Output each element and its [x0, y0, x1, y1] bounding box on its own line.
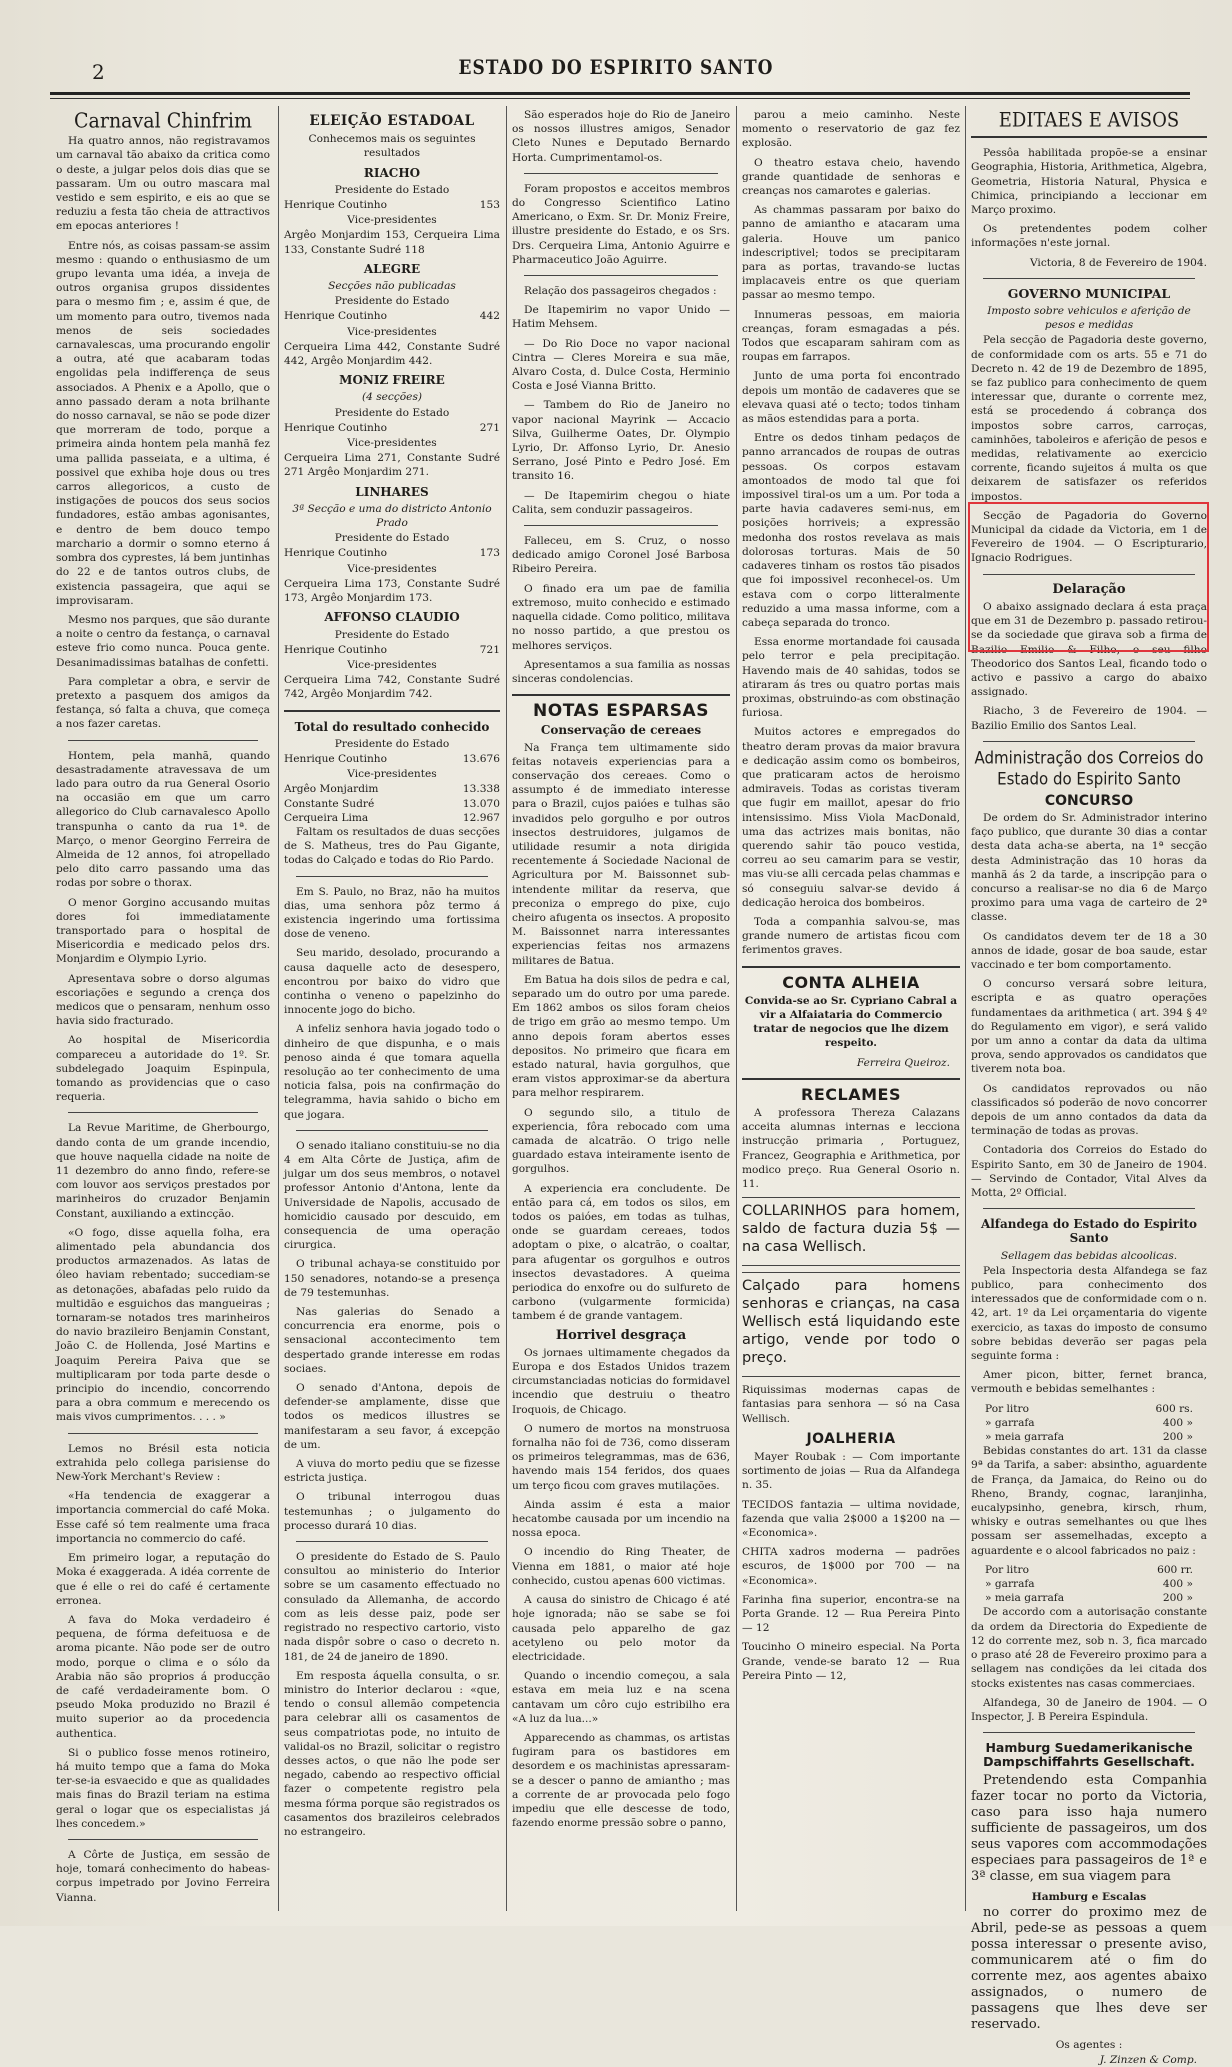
label: Presidente do Estado [334, 628, 450, 641]
column-5 [971, 108, 1207, 2066]
article-title-conservacao: Conservação de cereaes [540, 723, 702, 738]
paragraph: Relação dos passageiros chegados : [524, 285, 717, 298]
paragraph: Ainda assim é esta a maior hecatombe causada por um incendio na nossa epoca. [512, 1498, 730, 1540]
candidate-name: Argêo Monjardim [284, 783, 379, 796]
candidate-name: Henrique Coutinho [284, 199, 387, 212]
paragraph: O concurso versará sobre leitura, escripta e as quatro operações fundamentaes da arithmetica ( art. 394 § 4º do Regulamento em vigor), e será valido por um anno a contar da data da ultima prova, sendo approvados os candidatos que tiverem nota boa. [971, 978, 1207, 1076]
ad-block [742, 1197, 960, 1266]
tax-row [971, 1402, 1207, 1416]
paragraph: O theatro estava cheio, havendo grande quantidade de senhoras e creanças nos camarotes e galerias. [742, 156, 960, 198]
paragraph: Os candidatos devem ter de 18 a 30 annos de idade, gosar de boa saude, estar vaccinado e ter bom comportamento. [971, 930, 1207, 971]
total-row [284, 797, 500, 811]
paragraph: De accordo com a autorisação constante da ordem da Directoria do Expediente de 12 do corrente mez, sob n. 3, fica marcado o praso até 28 de Fevereiro proximo para a sellagem nas condições da lei citada dos stocks existentes nas casas commerciaes. [971, 1606, 1207, 1690]
label: Presidente do Estado [334, 737, 450, 750]
paragraph: O tribunal interrogou duas testemunhas ; o julgamento do processo durará 10 dias. [284, 1491, 500, 1532]
section-note: Secções não publicadas [328, 280, 456, 293]
paragraph: A viuva do morto pediu que se fizesse estricta justiça. [284, 1458, 500, 1485]
paragraph: Hontem, pela manhã, quando desastradamente atravessava de um lado para outro da rua General Osorio na occasião em que um carro allegorico do Club carnavalesco Apollo transpunha o canto da rua 1ª. de Março, o menor Georgino Ferreira de Almeida de 12 annos, foi atropellado pelo dito carro passando uma das rodas por sobre o thorax. [56, 749, 270, 890]
label: Presidente do Estado [334, 183, 450, 196]
tax-row [971, 1577, 1207, 1591]
paragraph: Em Batua ha dois silos de pedra e cal, separado um do outro por uma parede. Em 1862 ambos os silos foram cheios de trigo em grão ao mesmo tempo. Um anno depois foram abertos esses depositos. No primeiro que ficara em estado natural, havia gorgulhos, que eram vistos approximar-se da abertura para melhor respirarem. [512, 973, 730, 1100]
tax-value: 400 » [1162, 1578, 1193, 1591]
column-divider [736, 106, 737, 1911]
paragraph: Quando o incendio começou, a sala estava em meia luz e na scena cantavam um côro cujo estribilho era «A luz da lua...» [512, 1670, 730, 1725]
tax-value: 200 » [1162, 1592, 1193, 1605]
section-title-hamburg: Hamburg Suedamerikanische Dampschiffahrts Gesellschaft. [983, 1740, 1195, 1770]
paragraph: Innumeras pessoas, em maioria creanças, foram esmagadas a pés. Todos que escaparam sahiram com as roupas em farrapos. [742, 308, 960, 364]
separator [68, 1839, 258, 1840]
column-1 [56, 108, 270, 1908]
section-title-governo-municipal: GOVERNO MUNICIPAL [1007, 285, 1171, 301]
paragraph: Nas galerias do Senado a concurrencia era enorme, pois o sensacional accontecimento tem despertado grande interesse em rodas sociaes. [284, 1306, 500, 1375]
section-title-correios: Administração dos Correios do Estado do Espirito Santo [974, 747, 1204, 789]
paragraph: Em resposta áquella consulta, o sr. ministro do Interior declarou : «que, tendo o consul allemão competencia para celebrar alli os casamentos de seus compatriotas pode, no intuito de validal-os no Brazil, solicitar o registro desses actos, o que não lhe pode ser negado, cabendo ao respectivo official fazer o competente registro pela mesma fórma porque são registrados os casamentos dos brazileiros celebrados no estrangeiro. [284, 1669, 500, 1838]
tax-value: 600 rr. [1157, 1563, 1193, 1576]
paragraph: Amer picon, bitter, fernet branca, vermouth e bebidas semelhantes : [971, 1369, 1207, 1396]
paragraph: O abaixo assignado declara á esta praça que em 31 de Dezembro p. passado retirou-se da sociedade que girava sob a firma de Bazilio Emilio & Filho, o seu filho Theodorico dos Santos Leal, ficando todo o activo e passivo a cargo do abaixo assignado. [971, 600, 1207, 699]
label: Vice-presidentes [347, 437, 437, 450]
highlight-box-declaracao [968, 502, 1209, 652]
paragraph: Ao hospital de Misericordia compareceu a autoridade do 1º. Sr. subdelegado Joaquim Espinpula, tomando as providencias que o caso requeria. [56, 1034, 270, 1104]
paragraph: Pela Inspectoria desta Alfandega se faz publico, para conhecimento dos interessados que de conformidade com o n. 42, art. 1º da Lei orçamentaria do vigente exercicio, as taxas do imposto de consumo sobre bebidas deverão ser pagas pela seguinte forma : [971, 1264, 1207, 1363]
candidate-votes: 442 [479, 310, 500, 323]
ad-text: Mayer Roubak : — Com importante sortimento de joias — Rua da Alfandega n. 35. [742, 1451, 960, 1492]
section-note: (4 secções) [361, 391, 423, 404]
paragraph: O presidente do Estado de S. Paulo consultou ao ministerio do Interior sobre se um casamento effectuado no consulado da Allemanha, de accordo com as leis desse paiz, pode ser registrado no respectivo cartorio, visto nada dispôr sobre o caso o decreto n. 181, de 24 de janeiro de 1890. [284, 1551, 500, 1663]
separator [983, 741, 1195, 742]
candidate-name: Henrique Coutinho [284, 547, 387, 560]
total-row [284, 752, 500, 766]
page-number: 2 [92, 60, 105, 84]
paragraph: Essa enorme mortandade foi causada pelo terror e pela precipitação. Havendo mais de 40 sahidas, todos se atiraram ás tres ou quatro portas mais proximas, obstruindo-as com obstinação furiosa. [742, 636, 960, 720]
section-title-conta-alheia: CONTA ALHEIA [782, 972, 920, 992]
tax-row [971, 1563, 1207, 1577]
paragraph: De ordem do Sr. Administrador interino faço publico, que durante 30 dias a contar desta data acha-se aberta, na 1ª secção desta Administração das 10 horas da manhã ás 2 da tarde, a inscripção para o concurso a realisar-se no dia 6 de Março proximo para uma vaga de carteiro de 2ª classe. [971, 811, 1207, 924]
ad-block [742, 1272, 960, 1377]
section-title-editaes: EDITAES E AVISOS [998, 108, 1180, 132]
candidate-name: Constante Sudré [284, 797, 375, 810]
separator [68, 740, 258, 741]
separator [68, 1433, 258, 1434]
section-subtitle: Imposto sobre vehiculos e aferição de pesos e medidas [987, 305, 1191, 332]
label: Vice-presidentes [347, 214, 437, 227]
column-divider [506, 106, 507, 1911]
paragraph: Alfandega, 30 de Janeiro de 1904. — O Inspector, J. B Pereira Espindula. [971, 1696, 1207, 1723]
paragraph: A experiencia era concludente. De então para cá, em todos os silos, em todos os paióes, em todas as tulhas, onde se guardam cereaes, todos adoptam o pixe, o alcatrão, o coaltar, para afugentar os gorgulhos e outros insectos devastadores. A queima periodica do enxofre ou do sulfureto de carbono (vulgarmente formicida) tambem é de grande vantagem. [512, 1182, 730, 1323]
total-row [284, 811, 500, 825]
paragraph: Pretendendo esta Companhia fazer tocar no porto da Victoria, caso para isso haja numero sufficiente de passageiros, um dos seus vapores com accommodações especiaes para passageiros de 1ª e 3ª classe, em sua viagem para [971, 1772, 1207, 1884]
ad-text: A professora Thereza Calazans acceita alumnas internas e lecciona instrucção primaria , Portuguez, Francez, Geographia e Arithmetica, por modico preço. Rua General Osorio n. 11. [742, 1107, 960, 1191]
paragraph: Si o publico fosse menos rotineiro, há muito tempo que a fama do Moka ter-se-ia esvaecido e que as qualidades mais finas do Brazil teriam na estima geral o logar que os especialistas já lhes concedem.» [56, 1746, 270, 1830]
candidate-votes: 153 [479, 199, 500, 212]
paragraph: Apresentamos a sua familia as nossas sinceras condolencias. [512, 658, 730, 685]
ad-chita: CHITA xadros moderna — padrões escuros, de 1$000 por 700 — na «Economica». [742, 1546, 960, 1587]
paragraph: Seu marido, desolado, procurando a causa daquelle acto de desespero, encontrou por baixo do vidro que continha o veneno o papelzinho do innocente jogo do bicho. [284, 947, 500, 1017]
separator [983, 278, 1195, 279]
paragraph: Faltam os resultados de duas secções de S. Matheus, tres do Pau Gigante, todas do Calçado e todas do Rio Pardo. [284, 825, 500, 867]
paragraph: — Do Rio Doce no vapor nacional Cintra — Cleres Moreira e sua mãe, Alvaro Costa, d. Dulce Costa, Herminio Costa e José Vianna Britto. [512, 337, 730, 393]
label: Vice-presidentes [347, 325, 437, 338]
ad-collarinhos: COLLARINHOS para homem, saldo de factura duzia 5$ — na casa Wellisch. [742, 1203, 960, 1256]
paragraph: Foram propostos e acceitos membros do Congresso Scientifico Latino Americano, o Exm. Sr. Dr. Moniz Freire, illustre presidente do Estado, e os Srs. Drs. Cerqueira Lima, Antonio Aguirre e Pharmaceutico João Aguirre. [512, 182, 730, 266]
paragraph: Apresentava sobre o dorso algumas escoriações e segundo a crença dos medicos que o pensaram, nenhum osso havia sido fracturado. [56, 972, 270, 1028]
column-4 [742, 108, 960, 1908]
result-row [284, 198, 500, 212]
separator [524, 275, 718, 276]
separator [742, 1078, 960, 1080]
column-divider [278, 106, 279, 1911]
paragraph: «Ha tendencia de exaggerar a importancia commercial do café Moka. Esse café só tem realmente uma fraca importancia no commercio do café. [56, 1490, 270, 1545]
candidate-name: Henrique Coutinho [284, 643, 387, 656]
candidate-votes: 173 [479, 547, 500, 560]
candidate-votes: 721 [479, 643, 500, 656]
tax-label: Por litro [985, 1563, 1029, 1576]
paragraph: Lemos no Brésil esta noticia extrahida pelo collega parisiense do New-York Merchant's Review : [56, 1442, 270, 1484]
paragraph: Em primeiro logar, a reputação do Moka é exaggerada. A idéa corrente de que é elle o rei do café é certamente erronea. [56, 1552, 270, 1607]
separator [983, 1208, 1195, 1209]
vice-results: Cerqueira Lima 173, Constante Sudré 173, Argêo Monjardim 173. [284, 577, 500, 605]
paragraph: Entre os dedos tinham pedaços de panno arrancados de roupas de outras pessoas. Os corpos estavam amontoados de modo tal que foi impossivel tiral-os um a um. Por toda a parte havia cadaveres semi-nus, em posições horriveis; a expressão medonha dos rostos revelava as mais dolorosas torturas. Mais de 50 cadaveres tinham os rostos tão pisados que foi impossivel reconhecel-os. Um estava com o corpo litteralmente reduzido a uma massa informe, com a cabeça separada do tronco. [742, 432, 960, 629]
paragraph: Junto de uma porta foi encontrado depois um montão de cadaveres que se elevava quasi até o tecto; todos tinham as mãos estendidas para a porta. [742, 370, 960, 426]
paragraph: «O fogo, disse aquella folha, era alimentado pela abundancia dos productos armazenados. As latas de óleo haviam rebentado; succediam-se as detonações, abafadas pelo ruido da multidão e esguichos das mangueiras ; tornaram-se notados tres marinheiros do navio brazileiro Benjamin Constant, João C. de Hollenda, José Martins e Joaquim Pereira Paiva que se multiplicaram por toda parte desde o principio do incendio, concorrendo para a obra commum e merecendo os mais vivos cumprimentos. . . . » [56, 1226, 270, 1424]
section-note: 3ª Secção e uma do districto Antonio Prado [292, 502, 492, 530]
paragraph: O segundo silo, a titulo de experiencia, fôra rebocado com uma camada de alcatrão. O trigo nelle guardado estava inteiramente isento de gorgulhos. [512, 1106, 730, 1176]
paragraph: — Tambem do Rio de Janeiro no vapor nacional Mayrink — Accacio Silva, Guilherme Oates, Dr. Olympio Lyrio, Dr. Affonso Lyrio, Dr. Anesio Serrano, José Pinto e Pedro José. Em transito 16. [512, 399, 730, 483]
paragraph: O senado italiano constituiu-se no dia 4 em Alta Côrte de Justiça, afim de julgar um dos seus membros, o notavel professor Antonio d'Antona, lente da Universidade de Napolis, accusado de homicidio causado por descuido, em consequencia de uma operação cirurgica. [284, 1139, 500, 1252]
paragraph: Bebidas constantes do art. 131 da classe 9ª da Tarifa, a saber: absintho, aguardente de França, da Jamaica, do Reino ou do Rheno, Brandy, cognac, laranjinha, eucalypsinho, genebra, kirsch, rhum, whisky e outras semelhantes ou que lhes possam ser assemelhadas, excepto a aguardente e o alcool fabricados no paiz : [971, 1445, 1207, 1557]
paragraph: Contadoria dos Correios do Estado do Espirito Santo, em 30 de Janeiro de 1904. — Servindo de Contador, Vital Alves da Motta, 2º Official. [971, 1144, 1207, 1199]
result-row [284, 421, 500, 435]
separator [742, 966, 960, 968]
total-title: Total do resultado conhecido [294, 719, 490, 734]
paragraph: O senado d'Antona, depois de defender-se amplamente, disse que todos os medicos illustres se manifestaram a seu favor, á excepção de um. [284, 1382, 500, 1451]
candidate-name: Henrique Coutinho [284, 752, 387, 765]
header-rule [50, 92, 1190, 95]
hamburg-signature: J. Zinzen & Comp. [1099, 2053, 1197, 2066]
result-row [284, 546, 500, 560]
paragraph: Entre nós, as coisas passam-se assim mesmo : quando o enthusiasmo de um grupo levanta uma idéa, a inveja de outros organisa grupos dissidentes para o mesmo fim ; e, assim é que, de um momento para outro, tivemos nada menos de seis sociedades carnavalescas, uma procurando engolir a outra, até que acabaram todas engolidas pela indifferença de seus associados. A Phenix e a Apollo, que o anno passado deram a nota brilhante do nosso carnaval, se não se pode dizer que morreram de todo, porque a primeira ainda hontem pela manhã fez uma pallida passeiata, e a ultima, é possivel que exhiba hoje dous ou tres carros allegoricos, a custo de instigações de poucos dos seus socios fundadores, estão ambas agonisantes, e dentro de bem douco tempo marchario a dormir o somno eterno á sombra dos cyprestes, lá bem juntinhas do 22 e de tantos outros clubs, de existencia passageira, que aqui se improvisaram. [56, 239, 270, 607]
label: Presidente do Estado [334, 295, 450, 308]
notice-signature: Ferreira Queiroz. [856, 1056, 950, 1069]
article-title-desgraca: Horrivel desgraça [555, 1327, 687, 1343]
separator [983, 1732, 1195, 1733]
column-3 [512, 108, 730, 1908]
section-title-declaracao: Delaração [1052, 581, 1126, 597]
section-name: ALEGRE [363, 261, 421, 276]
ad-toucinho: Toucinho O mineiro especial. Na Porta Grande, vende-se barato 12 — Rua Pereira Pinto — 12, [742, 1641, 960, 1682]
label: Vice-presidentes [347, 562, 437, 575]
tax-value: 400 » [1162, 1416, 1193, 1429]
section-subtitle: Sellagem das bebidas alcoolicas. [1000, 1249, 1178, 1262]
separator [512, 694, 730, 696]
column-2 [284, 108, 500, 1908]
paragraph: Os candidatos reprovados ou não classificados só poderão de novo concorrer depois de um anno contados da data da terminação de todas as provas. [971, 1082, 1207, 1138]
tax-value: 600 rs. [1155, 1402, 1193, 1415]
paragraph: Mesmo nos parques, que são durante a noite o centro da festança, o carnaval esteve frio como nunca. Pouca gente. Desanimadissimas batalhas de confetti. [56, 613, 270, 669]
paragraph: O tribunal achaya-se constituido por 150 senadores, notando-se a presença de 79 testemunhas. [284, 1258, 500, 1299]
separator [68, 1112, 258, 1113]
paragraph: Victoria, 8 de Fevereiro de 1904. [1029, 256, 1207, 269]
article-title-eleicao: ELEIÇÃO ESTADOAL [309, 113, 475, 129]
ad-calcado: Calçado para homens senhoras e crianças, na casa Wellisch está liquidando este artigo, vende por todo o preço. [742, 1278, 960, 1367]
article-title-carnaval: Carnaval Chinfrim [74, 108, 252, 134]
section-name: RIACHO [363, 165, 421, 180]
separator [284, 710, 500, 712]
paragraph: São esperados hoje do Rio de Janeiro os nossos illustres amigos, Senador Cleto Nunes e Deputado Bernardo Horta. Cumprimentamol-os. [512, 109, 730, 164]
vice-results: Cerqueira Lima 742, Constante Sudré 742, Argêo Monjardim 742. [284, 674, 500, 701]
tax-row [971, 1416, 1207, 1430]
candidate-votes: 13.338 [462, 783, 500, 796]
section-title-notas-esparsas: NOTAS ESPARSAS [533, 701, 709, 722]
paragraph: O menor Gorgino accusando muitas dores foi immediatamente transportado para o hospital de Misericordia e medicado pelos drs. Monjardim e Olympio Lyrio. [56, 896, 270, 966]
paragraph: De Itapemirim no vapor Unido — Hatim Mehsem. [512, 304, 730, 331]
section-title-alfandega: Alfandega do Estado do Espirito Santo [980, 1217, 1198, 1246]
total-row [284, 782, 500, 796]
candidate-name: Henrique Coutinho [284, 310, 387, 323]
paragraph: O incendio do Ring Theater, de Vienna em 1881, o maior até hoje conhecido, custou apenas 600 victimas. [512, 1546, 730, 1587]
ad-tecidos: TECIDOS fantazia — ultima novidade, fazenda que valia 2$000 a 1$200 na — «Economica». [742, 1498, 960, 1540]
paragraph: Secção de Pagadoria do Governo Municipal da cidade da Victoria, em 1 de Fevereiro de 1904. — O Escripturario, Ignacio Rodrigues. [971, 509, 1207, 565]
section-title-reclames: RECLAMES [801, 1084, 901, 1104]
result-row [284, 643, 500, 657]
tax-label: » meia garrafa [985, 1592, 1065, 1605]
result-row [284, 309, 500, 323]
declaracao-signature: Riacho, 3 de Fevereiro de 1904. — Bazilio Emilio dos Santos Leal. [971, 705, 1207, 732]
label: Presidente do Estado [334, 406, 450, 419]
paragraph: Muitos actores e empregados do theatro deram provas da maior bravura e dedicação assim como os bombeiros, que praticaram actos de heroismo admiraveis. Todas as coristas tiveram que fugir em maillot, apesar do frio intensissimo. Miss Viola MacDonald, uma das actrizes mais bonitas, não querendo sahir tão pouco vestida, correu ao seu camarim para se vestir, mas viu-se alli cercada pelas chammas e só conseguiu salvar-se devido á dedicação heroica dos bombeiros. [742, 726, 960, 909]
paragraph: O finado era um pae de familia extremoso, muito conhecido e estimado naquella cidade. Como politico, militava no nosso partido, a que prestou os melhores serviços. [512, 582, 730, 652]
hamburg-agents-label: Os agentes : [1055, 2038, 1123, 2051]
paragraph: no correr do proximo mez de Abril, pede-se as pessoas a quem possa interessar o presente aviso, communicarem até o fim do corrente mez, aos agentes abaixo assignados, o numero de passagens que lhes deve ser reservado. [971, 1904, 1207, 2032]
section-title-joalheria: JOALHERIA [806, 1430, 896, 1447]
label: Vice-presidentes [347, 768, 437, 781]
ad-farinha: Farinha fina superior, encontra-se na Porta Grande. 12 — Rua Pereira Pinto — 12 [742, 1593, 960, 1635]
paragraph: Os jornaes ultimamente chegados da Europa e dos Estados Unidos trazem circumstanciadas noticias do formidavel incendio que destruiu o theatro Iroquois, de Chicago. [512, 1346, 730, 1416]
candidate-name: Henrique Coutinho [284, 421, 387, 434]
paragraph: parou a meio caminho. Neste momento o reservatorio de gaz fez explosão. [742, 109, 960, 150]
notice-text: Convida-se ao Sr. Cypriano Cabral a vir a Alfaiataria do Commercio tratar de negocios que lhe dizem respeito. [744, 994, 958, 1050]
paragraph: Os pretendentes podem colher informações n'este jornal. [971, 223, 1207, 250]
separator [524, 525, 718, 526]
paragraph: A causa do sinistro de Chicago é até hoje ignorada; não se sabe se foi causada pelo apparelho de gaz acetyleno ou pelo motor da electricidade. [512, 1594, 730, 1663]
paragraph: Toda a companhia salvou-se, mas grande numero de artistas ficou com ferimentos graves. [742, 915, 960, 957]
ad-riquissimas: Riquissimas modernas capas de fantasias para senhora — só na Casa Wellisch. [742, 1384, 960, 1425]
tax-row [971, 1430, 1207, 1444]
vice-results: Argêo Monjardim 153, Cerqueira Lima 133, Constante Sudré 118 [284, 229, 500, 256]
tax-row [971, 1591, 1207, 1605]
separator [524, 173, 718, 174]
section-title-concurso: CONCURSO [1044, 792, 1134, 809]
vice-results: Cerqueira Lima 271, Constante Sudré 271 Argêo Monjardim 271. [284, 452, 500, 479]
section-name: AFFONSO CLAUDIO [324, 610, 460, 625]
paragraph: — De Itapemirim chegou o hiate Calita, sem conduzir passageiros. [512, 489, 730, 516]
paragraph: A Côrte de Justiça, em sessão de hoje, tomará conhecimento do habeas-corpus impetrado por Jovino Ferreira Vianna. [56, 1848, 270, 1904]
paragraph: Apparecendo as chammas, os artistas fugiram para os bastidores em desordem e os machinistas apressaram-se a descer o panno de amiantho ; mas a corrente de ar provocada pelo fogo impediu que elle descesse de todo, fazendo enorme pressão sobre o panno, [512, 1731, 730, 1830]
paragraph: As chammas passaram por baixo do panno de amiantho e atacaram uma galeria. Houve um panico indescriptivel; todos se precipitaram para as portas, travando-se luctas implacaveis entre os que queriam passar ao mesmo tempo. [742, 204, 960, 302]
eleicao-intro: Conhecemos mais os seguintes resultados [308, 133, 476, 160]
tax-label: » meia garrafa [985, 1431, 1065, 1444]
paragraph: Pessôa habilitada propõe-se a ensinar Geographia, Historia, Arithmetica, Algebra, Geometria, Historia Natural, Physica e Chimica, principiando a leccionar em Março proximo. [971, 147, 1207, 217]
paragraph: La Revue Maritime, de Gherbourgo, dando conta de um grande incendio, que houve naquella cidade na noite de 11 dezembro do anno findo, refere-se com louvor aos serviços prestados por marinheiros do cruzador Benjamin Constant, auxiliando a extincção. [56, 1122, 270, 1220]
separator [296, 876, 488, 877]
label: Presidente do Estado [334, 532, 450, 545]
candidate-votes: 12.967 [462, 811, 500, 824]
paragraph: A fava do Moka verdadeiro é pequena, de fórma defeituosa e de aroma picante. Não pode ser de outro modo, porque o clima e o sólo da Arabia não são proprios á producção de café verdadeiramente bom. O pseudo Moka produzido no Brazil é muito superior ao da procedencia authentica. [56, 1613, 270, 1740]
paragraph: O numero de mortos na monstruosa fornalha não foi de 736, como disseram os primeiros telegrammas, mas de 636, havendo mais 154 feridos, dos quaes um terço ficou com graves mutilações. [512, 1422, 730, 1492]
section-name: MONIZ FREIRE [339, 373, 445, 388]
header-rule-thin [50, 98, 1190, 99]
vice-results: Cerqueira Lima 442, Constante Sudré 442, Argêo Monjardim 442. [284, 340, 500, 368]
separator [971, 136, 1207, 138]
hamburg-subtitle: Hamburg e Escalas [1031, 1890, 1147, 1903]
paragraph: Para completar a obra, e servir de pretexto a pasquem dos amigos da festança, só falta a chuva, que começa a nos fazer caretas. [56, 675, 270, 731]
paragraph: A infeliz senhora havia jogado todo o dinheiro de que dispunha, e o mais penoso ainda é que tomara aquella resolução ao ter conhecimento de uma noticia falsa, pois na confirmação do telegramma, havia sahido o bicho em que jogara. [284, 1023, 500, 1121]
paragraph: Pela secção de Pagadoria deste governo, de conformidade com os arts. 55 e 71 do Decreto n. 42 de 19 de Dezembro de 1895, se faz publico para conhecimento de quem interessar que, durante o corrente mez, está se procedendo á cobrança dos impostos sobre carros, carroças, caminhões, taboleiros e aferição de pesos e medidas, relativamente ao exercicio corrente, ficando sujeitos á multa os que deixarem de satisfazer os referidos impostos. [971, 334, 1207, 503]
tax-label: Por litro [985, 1402, 1029, 1415]
candidate-votes: 13.676 [462, 752, 500, 765]
column-divider [965, 106, 966, 1911]
paragraph: Ha quatro annos, não registravamos um carnaval tão abaixo da critica como o deste, a julgar pelos dois dias que se passaram. Um ou outro mascara mal vestido e sem espirito, e eis ao que se reduziu a festa tão cheia de attractivos em epocas anteriores ! [56, 135, 270, 233]
tax-label: » garrafa [985, 1416, 1035, 1429]
paragraph: Falleceu, em S. Cruz, o nosso dedicado amigo Coronel José Barbosa Ribeiro Pereira. [512, 535, 730, 576]
paragraph: Em S. Paulo, no Braz, não ha muitos dias, uma senhora pôz termo á existencia ingerindo uma fortissima dose de veneno. [284, 885, 500, 941]
tax-label: » garrafa [985, 1578, 1035, 1591]
separator [296, 1541, 488, 1542]
label: Vice-presidentes [347, 658, 437, 671]
tax-value: 200 » [1162, 1431, 1193, 1444]
section-name: LINHARES [355, 484, 429, 499]
paragraph: Na França tem ultimamente sido feitas notaveis experiencias para a conservação dos cereaes. Como o assumpto é de immediato interesse para o Brazil, cujos paióes e tulhas são invadidos pelo gorgulho e por outros insectos destruidores, julgamos de utilidade resumir a nota dirigida recentemente á Sociedade Nacional de Agricultura por M. Baissonnet sub-intendente militar da reserva, que preconiza o emprego do pixe, cujo cheiro afugenta os insectos. A proposito M. Baissonnet narra interessantes experiencias feitas nos armazens militares de Batua. [512, 741, 730, 967]
candidate-votes: 13.070 [462, 797, 500, 810]
separator [296, 1130, 488, 1131]
candidate-votes: 271 [479, 421, 500, 434]
candidate-name: Cerqueira Lima [284, 811, 369, 824]
masthead-title: ESTADO DO ESPIRITO SANTO [458, 56, 774, 80]
